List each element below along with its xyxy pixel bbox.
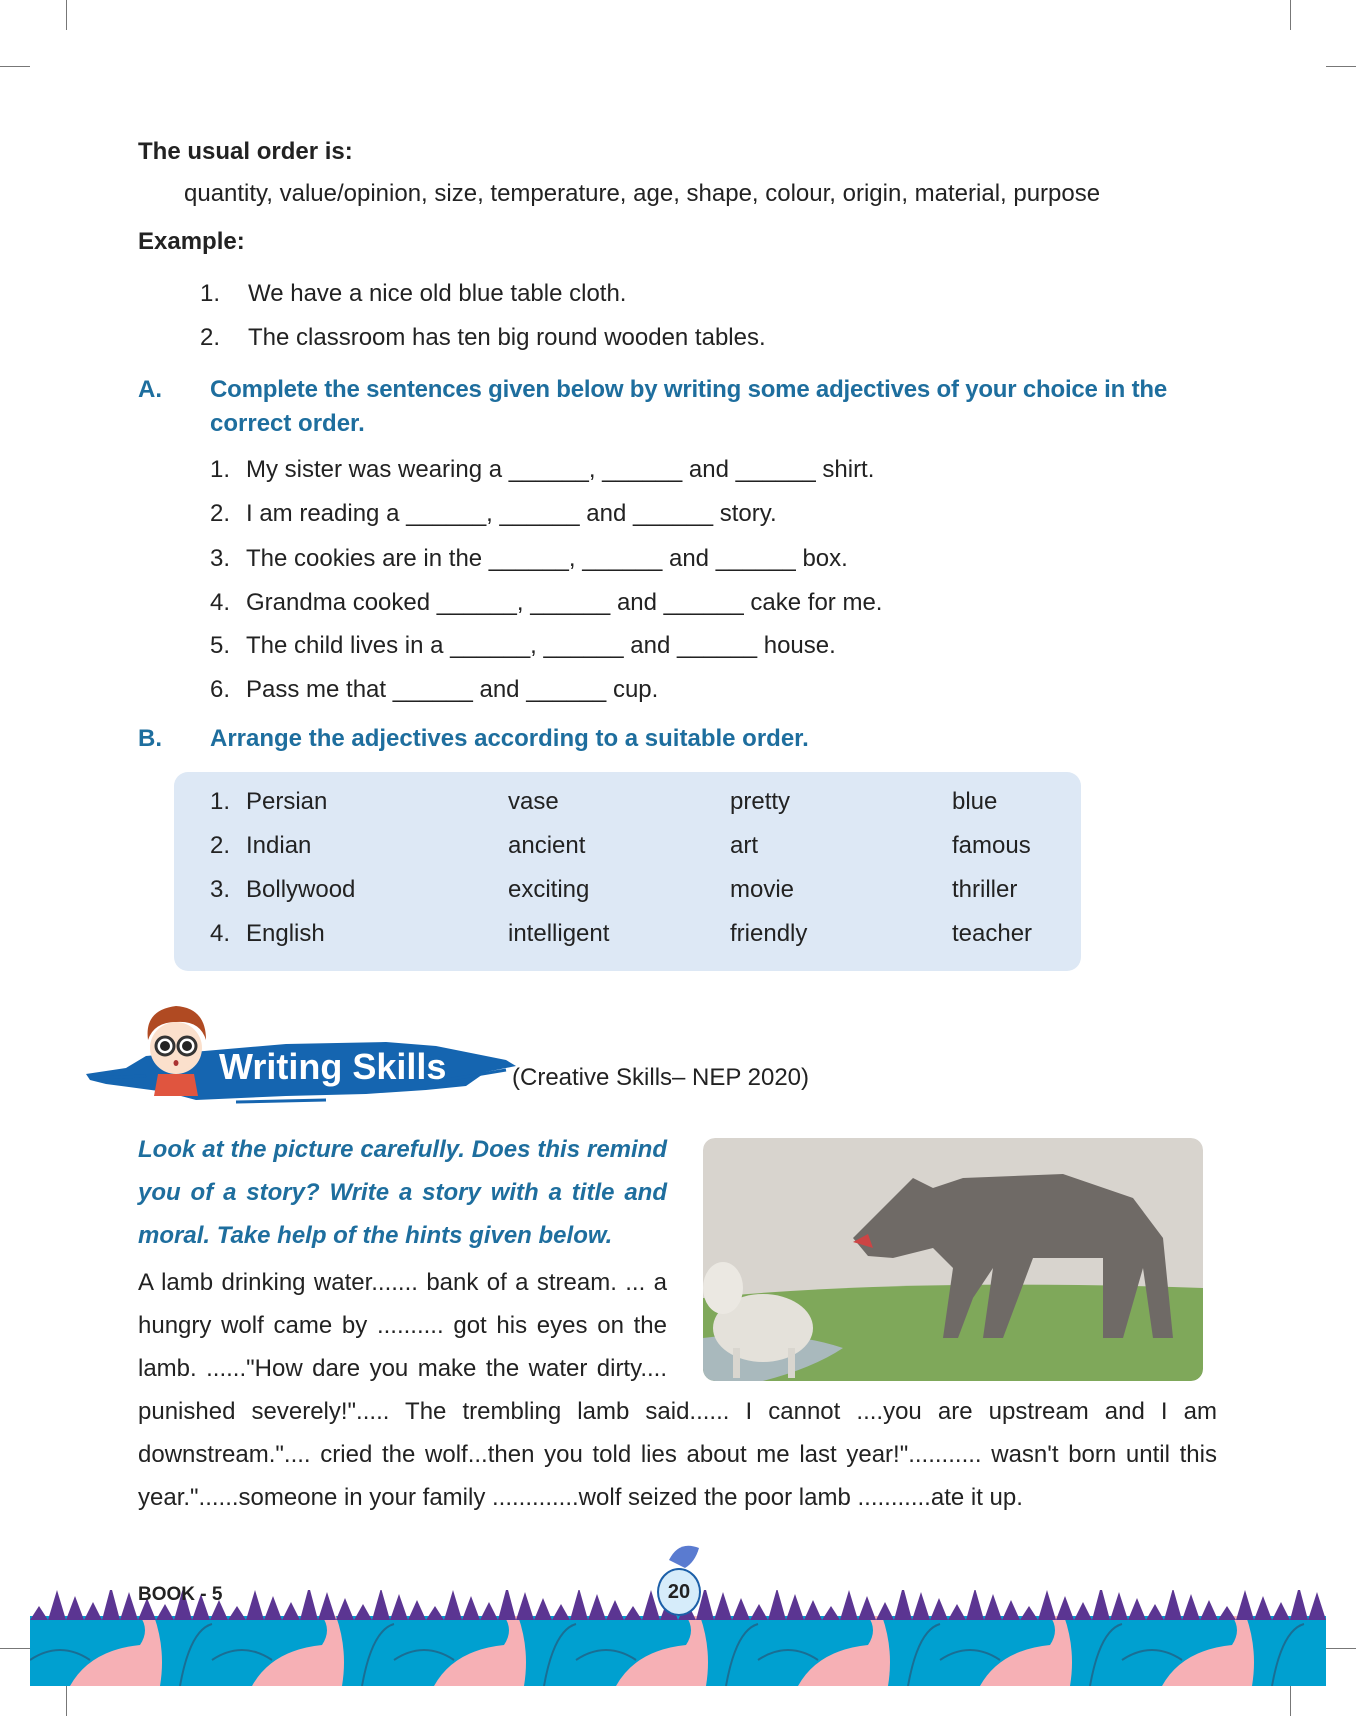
row-num: 1. — [210, 788, 231, 815]
adjective-cell: Bollywood — [246, 876, 356, 903]
adjective-cell: art — [730, 832, 759, 859]
adjectives-table — [174, 772, 1081, 971]
writing-skills-title: Writing Skills — [219, 1046, 447, 1087]
writing-skills-subtitle: (Creative Skills– NEP 2020) — [512, 1064, 810, 1091]
section-b-label: B. — [138, 725, 162, 752]
crop-mark — [66, 0, 67, 30]
adjective-cell: friendly — [730, 920, 808, 947]
exercise-num: 4. — [210, 589, 231, 616]
adjective-cell: Persian — [246, 788, 328, 815]
example-heading: Example: — [138, 228, 245, 255]
writing-skills-banner — [86, 1030, 516, 1110]
row-num: 4. — [210, 920, 231, 947]
exercise-sentence[interactable]: The child lives in a ______, ______ and ______ house. — [246, 632, 836, 659]
adjective-cell: pretty — [730, 788, 791, 815]
exercise-sentence[interactable]: I am reading a ______, ______ and ______ story. — [246, 500, 777, 527]
adjective-cell: English — [246, 920, 325, 947]
exercise-num: 6. — [210, 676, 231, 703]
adjective-cell: Indian — [246, 832, 312, 859]
adjective-cell: exciting — [508, 876, 590, 903]
crop-mark — [0, 1648, 30, 1649]
story-prompt: Look at the picture carefully. Does this remind you of a story? Write a story with a title and moral. Take help of the hints given below. — [138, 1136, 667, 1249]
example-num: 2. — [200, 324, 221, 351]
row-num: 2. — [210, 832, 231, 859]
crop-mark — [1326, 1648, 1356, 1649]
adjective-cell: vase — [508, 788, 559, 815]
section-a-instruction-2: correct order. — [210, 410, 365, 437]
adjective-cell: thriller — [952, 876, 1018, 903]
book-label: BOOK - 5 — [138, 1584, 223, 1605]
crop-mark — [1326, 66, 1356, 67]
adjective-cell: blue — [952, 788, 998, 815]
order-heading: The usual order is: — [138, 138, 353, 165]
exercise-num: 2. — [210, 500, 231, 527]
section-a-label: A. — [138, 376, 162, 403]
example-text: The classroom has ten big round wooden tables. — [248, 324, 766, 351]
exercise-sentence[interactable]: Grandma cooked ______, ______ and ______ cake for me. — [246, 589, 883, 616]
exercise-num: 5. — [210, 632, 231, 659]
story-section — [138, 1128, 1217, 1519]
exercise-sentence[interactable]: The cookies are in the ______, ______ and ______ box. — [246, 545, 848, 572]
adjective-cell: movie — [730, 876, 795, 903]
umbrella-icon — [665, 1540, 705, 1570]
example-text: We have a nice old blue table cloth. — [248, 280, 627, 307]
boy-mascot-icon — [136, 1000, 216, 1100]
exercise-sentence[interactable]: Pass me that ______ and ______ cup. — [246, 676, 659, 703]
page-number: 20 — [657, 1568, 701, 1616]
image-spacer — [667, 1128, 1217, 1386]
adjective-cell: teacher — [952, 920, 1033, 947]
crop-mark — [66, 1686, 67, 1716]
crop-mark — [1290, 0, 1291, 30]
exercise-num: 1. — [210, 456, 231, 483]
section-a-instruction: Complete the sentences given below by writing some adjectives of your choice in the — [210, 376, 1167, 403]
adjective-cell: ancient — [508, 832, 586, 859]
section-b-instruction: Arrange the adjectives according to a suitable order. — [210, 725, 809, 752]
adjective-cell: famous — [952, 832, 1031, 859]
adjective-cell: intelligent — [508, 920, 610, 947]
row-num: 3. — [210, 876, 231, 903]
crop-mark — [0, 66, 30, 67]
exercise-sentence[interactable]: My sister was wearing a ______, ______ and ______ shirt. — [246, 456, 875, 483]
exercise-num: 3. — [210, 545, 231, 572]
order-list: quantity, value/opinion, size, temperature, age, shape, colour, origin, material, purpose — [184, 180, 1101, 207]
story-hints: A lamb drinking water....... bank of a stream. ... a hungry wolf came by .......... got his eyes on the lamb. ......"How dare you make the water dirty.... punished severely!"..... The trembling lamb said...... I cannot ....you are upstream and I am downstream.".... cried the wolf...then you told lies about me last year!"........... wasn't born until this year."......someone in your family .............wolf seized the poor lamb ...........ate it up. — [138, 1269, 1217, 1511]
crop-mark — [1290, 1686, 1291, 1716]
example-num: 1. — [200, 280, 221, 307]
